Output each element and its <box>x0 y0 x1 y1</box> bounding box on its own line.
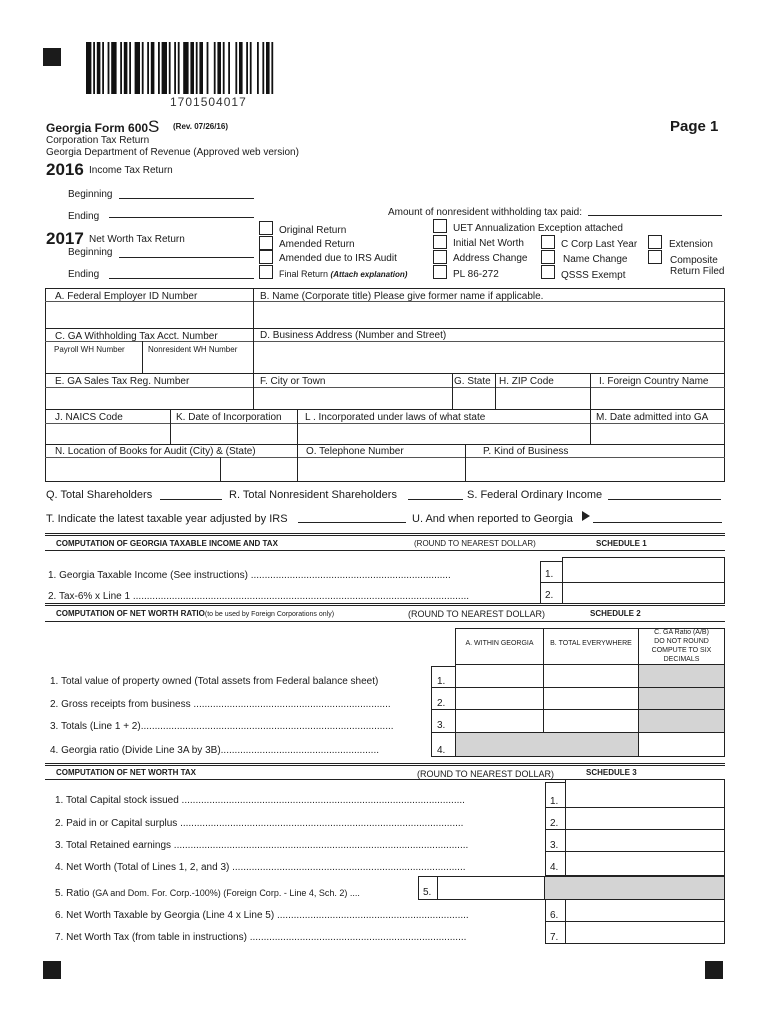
composite-return-checkbox[interactable] <box>648 250 662 264</box>
sch3-line2-input[interactable] <box>565 807 725 830</box>
form-suffix: S <box>148 117 160 136</box>
grid-rule <box>297 409 298 482</box>
extension-checkbox[interactable] <box>648 235 662 249</box>
c-corp-last-year-label: C Corp Last Year <box>561 239 638 250</box>
grid-rule <box>220 457 221 482</box>
sch3-line3-text: 3. Total Retained earnings .......................................................................................................... <box>55 840 469 851</box>
sch2-row3-num: 3. <box>437 720 446 731</box>
grid-rule <box>253 288 254 373</box>
sch3-line2-text: 2. Paid in or Capital surplus ...................................................................................................... <box>55 818 464 829</box>
barcode-bar <box>102 42 104 94</box>
sch3-line7-input[interactable] <box>565 921 725 944</box>
return-filed-label: Return Filed <box>670 266 725 277</box>
field-m-label: M. Date admitted into GA <box>596 412 709 423</box>
barcode-bar <box>86 42 91 94</box>
field-b-label: B. Name (Corporate title) Please give former name if applicable. <box>260 291 544 302</box>
sch2-row4-shaded <box>455 732 639 757</box>
sch1-line2-text: 2. Tax-6% x Line 1 ......................................................................................................................... <box>48 591 470 602</box>
grid-rule <box>142 341 143 373</box>
initial-net-worth-label: Initial Net Worth <box>453 238 524 249</box>
original-return-checkbox[interactable] <box>259 221 273 235</box>
barcode-bar <box>271 42 273 94</box>
sch3-line2-num: 2. <box>550 818 559 829</box>
schedule2-title-note: (to be used by Foreign Corporations only) <box>204 611 335 618</box>
field-u-line[interactable] <box>593 522 722 523</box>
sch2-row1-num: 1. <box>437 676 446 687</box>
uet-annualization-checkbox[interactable] <box>433 219 447 233</box>
barcode-bar <box>93 42 95 94</box>
field-o-label: O. Telephone Number <box>306 446 404 457</box>
pl-86-272-label: PL 86-272 <box>453 269 499 280</box>
networth-ending-label: Ending <box>68 269 100 280</box>
sch2-col-c-label1: C. GA Ratio (A/B) <box>654 629 709 636</box>
sch1-line1-input[interactable] <box>562 557 725 583</box>
schedule1-top-rule <box>45 533 725 536</box>
original-return-label: Original Return <box>279 225 347 236</box>
grid-rule <box>590 373 591 409</box>
sch2-row2-num: 2. <box>437 698 446 709</box>
grid-rule <box>45 373 725 374</box>
final-return-note: (Attach explanation) <box>330 270 408 279</box>
arrow-right-icon <box>582 511 590 521</box>
schedule2-title-text: COMPUTATION OF NET WORTH RATIO <box>56 609 205 618</box>
registration-mark-bottom-right <box>705 961 723 979</box>
barcode-bar <box>196 42 198 94</box>
name-change-checkbox[interactable] <box>541 250 555 264</box>
sch2-row1-a-input[interactable] <box>455 664 544 688</box>
amended-return-checkbox[interactable] <box>259 236 273 250</box>
sch3-line3-num: 3. <box>550 840 559 851</box>
sch3-line5-text <box>55 887 360 900</box>
sch3-line5-label: 5. Ratio <box>55 888 90 899</box>
sch2-row4-c-input[interactable] <box>638 732 725 757</box>
sch3-line1-num: 1. <box>550 796 559 807</box>
revision: (Rev. 07/26/16) <box>173 122 228 131</box>
field-l-label: L . Incorporated under laws of what state <box>305 412 486 423</box>
field-c-payroll-label: Payroll WH Number <box>54 345 125 354</box>
income-ending-label: Ending <box>68 211 100 222</box>
sch2-line2-text: 2. Gross receipts from business ....................................................................... <box>50 699 391 710</box>
schedule3-title: COMPUTATION OF NET WORTH TAX <box>56 768 196 777</box>
page-label: Page 1 <box>670 118 719 135</box>
field-q-label: Q. Total Shareholders <box>46 489 153 501</box>
sch2-line4-text: 4. Georgia ratio (Divide Line 3A by 3B)......................................................... <box>50 745 380 756</box>
sch3-line7-num: 7. <box>550 932 559 943</box>
sch3-line1-text: 1. Total Capital stock issued ...................................................................................................... <box>55 795 465 806</box>
grid-rule <box>45 444 725 445</box>
barcode-bar <box>108 42 110 94</box>
sch3-line7-text: 7. Net Worth Tax (from table in instructions) .............................................................................. <box>55 932 467 943</box>
withholding-label: Amount of nonresident withholding tax paid: <box>388 207 583 218</box>
field-p-label: P. Kind of Business <box>483 446 569 457</box>
barcode-bar <box>135 42 140 94</box>
form-title <box>46 117 160 136</box>
income-tax-label: Income Tax Return <box>89 165 173 176</box>
address-change-checkbox[interactable] <box>433 250 447 264</box>
sch1-line2-input[interactable] <box>562 582 725 604</box>
barcode-bar <box>266 42 270 94</box>
field-t-line[interactable] <box>298 522 406 523</box>
sch1-line1-text: 1. Georgia Taxable Income (See instructions) ........................................................................ <box>48 570 451 581</box>
networth-ending-line[interactable] <box>109 278 254 279</box>
sch2-col-b-label: B. TOTAL EVERYWHERE <box>550 640 632 647</box>
sch2-row2-a-input[interactable] <box>455 687 544 710</box>
barcode-bar <box>190 42 194 94</box>
sch2-row3-b-input[interactable] <box>543 709 639 733</box>
grid-rule <box>45 328 725 329</box>
final-return-checkbox[interactable] <box>259 265 273 279</box>
sch2-row3-c-shaded <box>638 709 725 733</box>
field-k-label: K. Date of Incorporation <box>176 412 282 423</box>
initial-net-worth-checkbox[interactable] <box>433 235 447 249</box>
barcode-bar <box>228 42 230 94</box>
sch3-line6-input[interactable] <box>565 899 725 922</box>
barcode-bar <box>120 42 122 94</box>
sch2-row1-b-input[interactable] <box>543 664 639 688</box>
grid-rule <box>495 373 496 409</box>
sch2-col-c-label3: COMPUTE TO SIX <box>651 647 712 654</box>
sch1-line2-num: 2. <box>545 590 554 601</box>
grid-rule <box>465 444 466 482</box>
field-f-label: F. City or Town <box>260 376 326 387</box>
sch2-col-c-label4: DECIMALS <box>663 656 700 663</box>
sch3-line6-num: 6. <box>550 910 559 921</box>
schedule1-bottom-rule <box>45 550 725 551</box>
field-r-line[interactable] <box>408 499 463 500</box>
sch3-line6-text: 6. Net Worth Taxable by Georgia (Line 4 x Line 5) ..................................................................... <box>55 910 469 921</box>
subtitle-department: Georgia Department of Revenue (Approved web version) <box>46 147 299 158</box>
sch1-line1-num: 1. <box>545 569 554 580</box>
field-c-label: C. GA Withholding Tax Acct. Number <box>55 331 218 342</box>
withholding-line[interactable] <box>588 215 722 216</box>
schedule2-title <box>56 609 334 619</box>
sch2-line3-text: 3. Totals (Line 1 + 2)........................................................................................... <box>50 721 394 732</box>
barcode-bar <box>151 42 155 94</box>
net-worth-label: Net Worth Tax Return <box>89 234 185 245</box>
sch3-line1-input[interactable] <box>565 779 725 808</box>
income-beginning-label: Beginning <box>68 189 113 200</box>
sch3-line3-input[interactable] <box>565 829 725 852</box>
field-s-line[interactable] <box>608 499 721 500</box>
field-r-label: R. Total Nonresident Shareholders <box>229 489 397 501</box>
field-i-label: I. Foreign Country Name <box>599 376 709 387</box>
name-change-label: Name Change <box>563 254 628 265</box>
field-e-label: E. GA Sales Tax Reg. Number <box>55 376 190 387</box>
composite-label: Composite <box>670 255 718 266</box>
sch3-line4-input[interactable] <box>565 851 725 876</box>
schedule2-bottom-rule <box>45 621 725 622</box>
barcode-bar <box>250 42 252 94</box>
networth-beginning-label: Beginning <box>68 247 113 258</box>
barcode-bar <box>147 42 149 94</box>
grid-rule <box>590 409 591 444</box>
grid-rule <box>45 409 725 410</box>
schedule3-round: (ROUND TO NEAREST DOLLAR) <box>417 769 555 779</box>
barcode-bar <box>142 42 144 94</box>
extension-label: Extension <box>669 239 713 250</box>
field-g-label: G. State <box>454 376 491 387</box>
pl-86-272-checkbox[interactable] <box>433 265 447 279</box>
grid-rule <box>452 373 453 409</box>
barcode-bar <box>174 42 176 94</box>
barcode-bar <box>178 42 180 94</box>
sch2-col-c-label2: DO NOT ROUND <box>654 638 709 645</box>
barcode-bar <box>124 42 128 94</box>
final-return-text: Final Return <box>279 269 329 279</box>
networth-beginning-line[interactable] <box>119 257 254 258</box>
sch3-line4-text: 4. Net Worth (Total of Lines 1, 2, and 3) .................................................................................... <box>55 862 466 873</box>
barcode-bar <box>262 42 264 94</box>
field-h-label: H. ZIP Code <box>499 376 554 387</box>
sch2-row4-num: 4. <box>437 745 446 756</box>
schedule2-round: (ROUND TO NEAREST DOLLAR) <box>408 609 546 619</box>
grid-rule <box>170 409 171 444</box>
sch2-line1-text: 1. Total value of property owned (Total assets from Federal balance sheet) <box>50 676 379 687</box>
year-networth: 2017 <box>46 229 84 248</box>
barcode-bar <box>129 42 131 94</box>
subtitle-corporation: Corporation Tax Return <box>46 135 150 146</box>
amended-irs-audit-label: Amended due to IRS Audit <box>279 253 397 264</box>
income-ending-line[interactable] <box>109 217 254 218</box>
final-return-label <box>279 268 407 281</box>
barcode-bar <box>235 42 237 94</box>
sch2-row2-c-shaded <box>638 687 725 710</box>
barcode-bar <box>111 42 116 94</box>
schedule2-label: SCHEDULE 2 <box>590 609 641 618</box>
schedule1-title: COMPUTATION OF GEORGIA TAXABLE INCOME AND TAX <box>56 539 278 548</box>
income-beginning-line[interactable] <box>119 198 254 199</box>
field-d-label: D. Business Address (Number and Street) <box>260 330 447 341</box>
c-corp-last-year-checkbox[interactable] <box>541 235 555 249</box>
field-t-label: T. Indicate the latest taxable year adjusted by IRS <box>46 513 288 525</box>
qsss-exempt-checkbox[interactable] <box>541 265 555 279</box>
barcode-bar <box>217 42 221 94</box>
barcode-bar <box>199 42 203 94</box>
grid-rule <box>253 373 254 409</box>
barcode-bar <box>169 42 171 94</box>
barcode-bar <box>246 42 248 94</box>
barcode-bar <box>239 42 243 94</box>
address-change-label: Address Change <box>453 253 528 264</box>
schedule1-label: SCHEDULE 1 <box>596 539 647 548</box>
uet-annualization-label: UET Annualization Exception attached <box>453 223 623 234</box>
barcode-bar <box>158 42 160 94</box>
sch3-line5-shaded <box>544 876 725 900</box>
barcode-bar <box>183 42 188 94</box>
field-c-nonresident-label: Nonresident WH Number <box>148 345 238 354</box>
sch2-row2-b-input[interactable] <box>543 687 639 710</box>
field-u-label: U. And when reported to Georgia <box>412 513 573 525</box>
field-q-line[interactable] <box>160 499 222 500</box>
field-a-label: A. Federal Employer ID Number <box>55 291 198 302</box>
field-j-label: J. NAICS Code <box>55 412 123 423</box>
sch3-line5-note: (GA and Dom. For. Corp.-100%) (Foreign Corp. - Line 4, Sch. 2) .... <box>92 888 360 898</box>
amended-irs-audit-checkbox[interactable] <box>259 250 273 264</box>
sch2-row3-a-input[interactable] <box>455 709 544 733</box>
field-n-label: N. Location of Books for Audit (City) & (State) <box>55 446 256 457</box>
schedule2-top-rule <box>45 603 725 606</box>
schedule3-top-rule <box>45 763 725 766</box>
barcode-bar <box>97 42 101 94</box>
sch3-line4-num: 4. <box>550 862 559 873</box>
qsss-exempt-label: QSSS Exempt <box>561 270 626 281</box>
field-s-label: S. Federal Ordinary Income <box>467 489 603 501</box>
schedule3-label: SCHEDULE 3 <box>586 768 637 777</box>
form-title-text: Georgia Form 600 <box>46 121 149 135</box>
barcode <box>86 42 346 94</box>
barcode-bar <box>223 42 225 94</box>
sch3-line5-input[interactable] <box>437 876 545 900</box>
barcode-bar <box>207 42 209 94</box>
barcode-bar <box>162 42 167 94</box>
registration-mark-top-left <box>43 48 61 66</box>
barcode-number: 1701504017 <box>170 95 247 109</box>
year-income: 2016 <box>46 160 84 179</box>
barcode-bar <box>214 42 216 94</box>
registration-mark-bottom-left <box>43 961 61 979</box>
amended-return-label: Amended Return <box>279 239 355 250</box>
schedule1-round: (ROUND TO NEAREST DOLLAR) <box>414 539 536 548</box>
sch3-line5-num: 5. <box>423 887 432 898</box>
sch2-row1-c-shaded <box>638 664 725 688</box>
barcode-bar <box>257 42 259 94</box>
sch2-col-a-label: A. WITHIN GEORGIA <box>465 640 534 647</box>
